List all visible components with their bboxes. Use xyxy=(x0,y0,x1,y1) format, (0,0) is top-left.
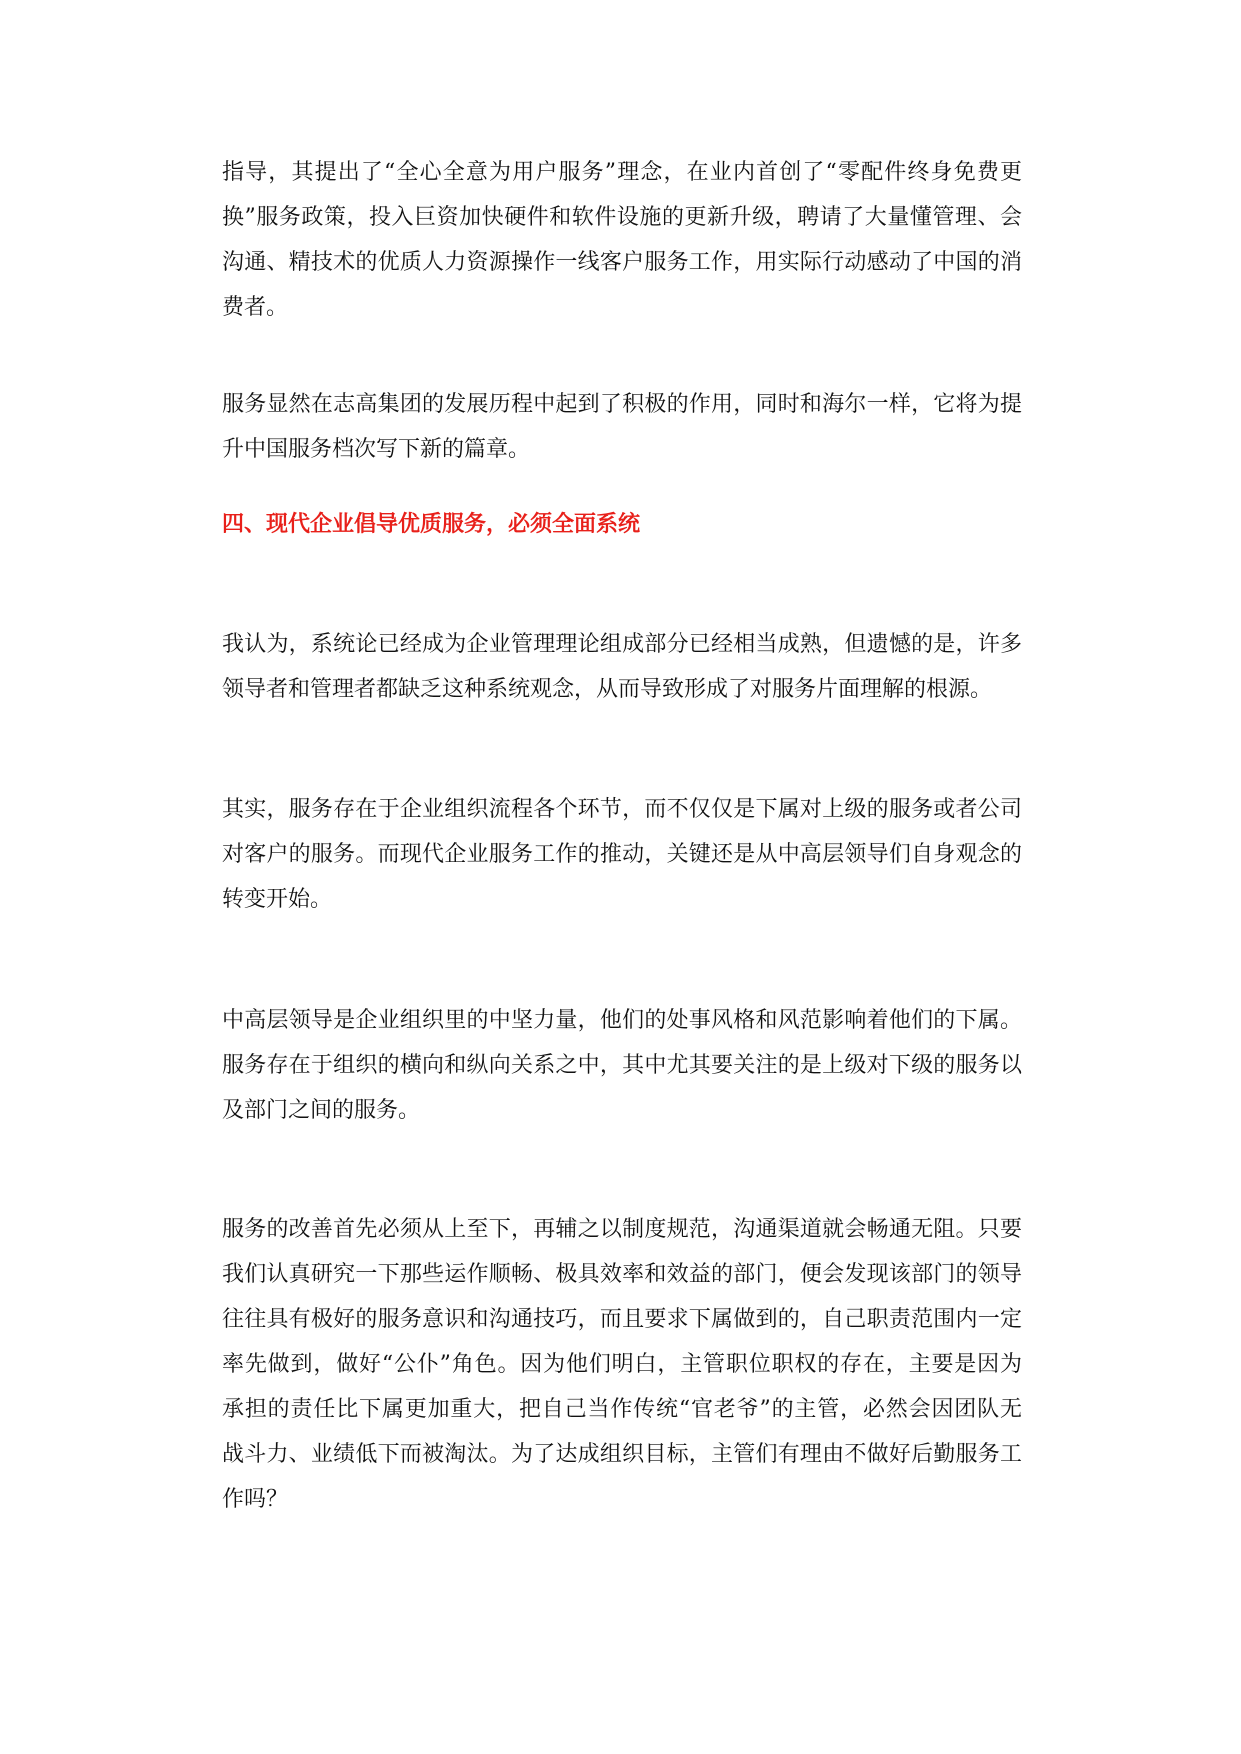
text-line: 其实，服务存在于企业组织流程各个环节，而不仅仅是下属对上级的服务或者公司 xyxy=(222,797,1022,822)
text-line: 领导者和管理者都缺乏这种系统观念，从而导致形成了对服务片面理解的根源。 xyxy=(222,677,993,702)
text-line: 转变开始。 xyxy=(222,887,333,912)
text-line: 中高层领导是企业组织里的中坚力量，他们的处事风格和风范影响着他们的下属。 xyxy=(222,1008,1022,1033)
text-line: 沟通、精技术的优质人力资源操作一线客户服务工作，用实际行动感动了中国的消 xyxy=(222,250,1022,275)
text-line: 我们认真研究一下那些运作顺畅、极具效率和效益的部门，便会发现该部门的领导 xyxy=(222,1262,1022,1287)
text-line: 我认为，系统论已经成为企业管理理论组成部分已经相当成熟，但遗憾的是，许多 xyxy=(222,632,1022,657)
text-line: 升中国服务档次写下新的篇章。 xyxy=(222,437,531,462)
text-line: 服务存在于组织的横向和纵向关系之中，其中尤其要关注的是上级对下级的服务以 xyxy=(222,1053,1022,1078)
paragraph-6 xyxy=(222,1207,1022,1522)
text-line: 对客户的服务。而现代企业服务工作的推动，关键还是从中高层领导们自身观念的 xyxy=(222,842,1022,867)
text-line: 服务的改善首先必须从上至下，再辅之以制度规范，沟通渠道就会畅通无阻。只要 xyxy=(222,1217,1022,1242)
text-line: 换”服务政策，投入巨资加快硬件和软件设施的更新升级，聘请了大量懂管理、会 xyxy=(222,205,1022,230)
text-line: 费者。 xyxy=(222,295,289,320)
section-heading-block xyxy=(222,502,1022,547)
paragraph-4 xyxy=(222,787,1022,922)
paragraph-5 xyxy=(222,998,1022,1133)
section-heading: 四、现代企业倡导优质服务，必须全面系统 xyxy=(222,511,641,537)
text-line: 作吗？ xyxy=(222,1487,289,1512)
paragraph-3 xyxy=(222,622,1022,712)
text-line: 服务显然在志高集团的发展历程中起到了积极的作用，同时和海尔一样，它将为提 xyxy=(222,392,1022,417)
paragraph-2 xyxy=(222,382,1022,472)
text-line: 承担的责任比下属更加重大，把自己当作传统“官老爷”的主管，必然会因团队无 xyxy=(222,1397,1022,1422)
paragraph-1 xyxy=(222,150,1022,330)
text-line: 及部门之间的服务。 xyxy=(222,1098,421,1123)
text-line: 指导，其提出了“全心全意为用户服务”理念，在业内首创了“零配件终身免费更 xyxy=(222,160,1022,185)
text-line: 往往具有极好的服务意识和沟通技巧，而且要求下属做到的，自己职责范围内一定 xyxy=(222,1307,1022,1332)
text-line: 战斗力、业绩低下而被淘汰。为了达成组织目标，主管们有理由不做好后勤服务工 xyxy=(222,1442,1022,1467)
text-line: 率先做到，做好“公仆”角色。因为他们明白，主管职位职权的存在，主要是因为 xyxy=(222,1352,1022,1377)
